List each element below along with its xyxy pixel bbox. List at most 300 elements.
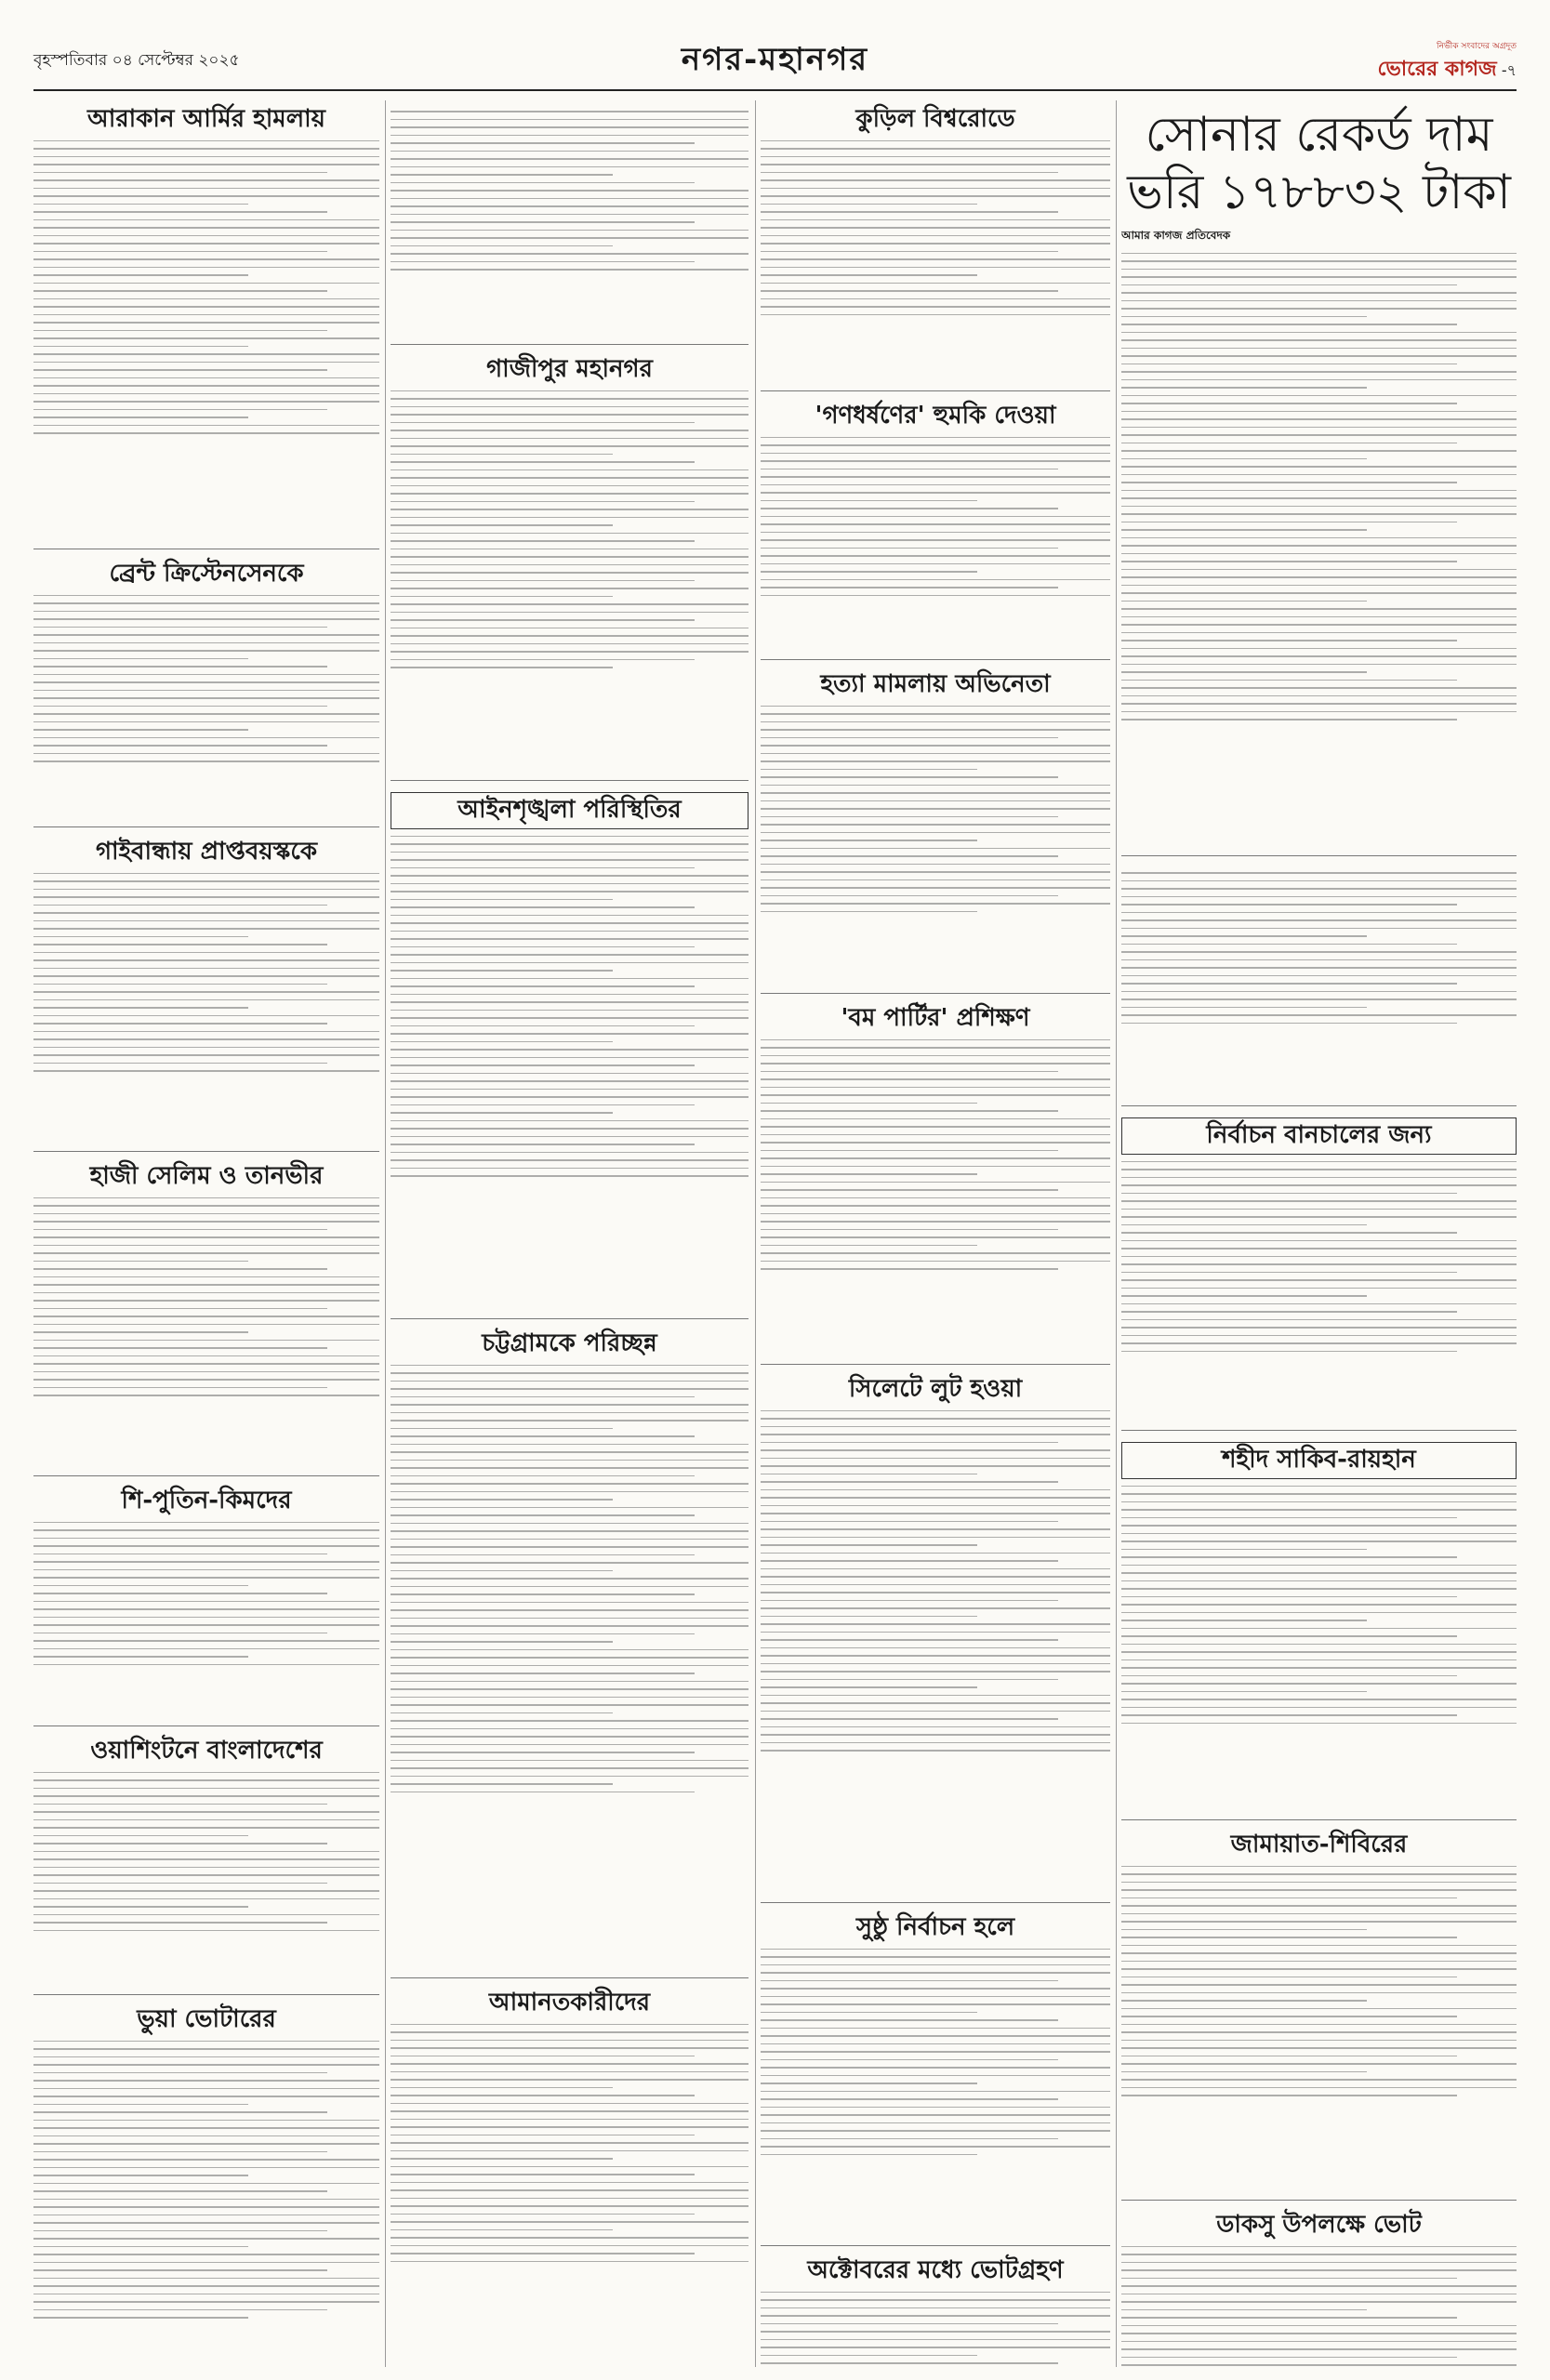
text-line xyxy=(33,2056,379,2058)
text-line xyxy=(1121,655,1517,657)
text-line xyxy=(33,1617,379,1619)
text-line xyxy=(761,1047,1110,1049)
text-line xyxy=(1121,1952,1517,1954)
text-line xyxy=(761,832,1110,834)
text-line xyxy=(1121,2309,1367,2311)
text-line xyxy=(391,245,613,247)
text-line xyxy=(391,867,695,869)
text-line xyxy=(1121,888,1517,890)
text-line xyxy=(391,2245,749,2247)
text-line xyxy=(761,1568,1110,1570)
text-line xyxy=(391,1744,749,1746)
text-line xyxy=(391,1104,695,1106)
text-line xyxy=(761,188,1110,190)
text-line xyxy=(391,1467,749,1469)
text-line xyxy=(33,235,379,237)
text-line xyxy=(391,1783,613,1785)
text-line xyxy=(33,713,379,715)
lead-headline: সোনার রেকর্ড দাম ভরি ১৭৮৮৩২ টাকা xyxy=(1127,107,1511,221)
text-line xyxy=(761,1655,1110,1657)
text-line xyxy=(761,1616,977,1618)
text-line xyxy=(33,164,379,165)
text-line xyxy=(761,1474,977,1475)
text-line xyxy=(1121,703,1517,705)
text-line xyxy=(1121,719,1457,721)
text-line xyxy=(33,2309,327,2311)
text-line xyxy=(391,142,695,144)
text-line xyxy=(33,1804,327,1805)
text-line xyxy=(391,461,695,463)
text-line xyxy=(33,2317,248,2319)
text-line xyxy=(391,970,613,972)
text-line xyxy=(391,588,749,589)
text-line xyxy=(1121,695,1517,697)
text-line xyxy=(1121,1644,1517,1646)
text-line xyxy=(391,2253,695,2254)
text-line xyxy=(1121,1342,1517,1344)
text-line xyxy=(391,891,749,892)
text-line xyxy=(33,1874,379,1876)
text-line xyxy=(1121,1288,1517,1289)
text-line xyxy=(391,1530,749,1532)
text-line xyxy=(1121,2071,1367,2073)
article-body xyxy=(761,2292,1110,2371)
text-line xyxy=(33,1236,379,1238)
text-line xyxy=(33,1633,327,1634)
text-line xyxy=(33,737,379,739)
article-headline: আরাকান আর্মির হামলায় xyxy=(87,105,325,133)
text-line xyxy=(761,887,1110,889)
text-line xyxy=(33,729,248,731)
text-line xyxy=(761,1142,1110,1144)
article-body xyxy=(761,1039,1110,1270)
text-line xyxy=(761,235,1110,237)
text-line xyxy=(391,1152,749,1154)
text-line xyxy=(391,1064,695,1066)
text-line xyxy=(391,612,749,614)
article-byline: আমার কাগজ প্রতিবেদক xyxy=(1121,228,1231,242)
text-line xyxy=(761,500,977,502)
text-line xyxy=(391,540,695,542)
text-line xyxy=(391,659,695,661)
text-line xyxy=(1121,912,1517,914)
text-line xyxy=(391,390,749,392)
text-line xyxy=(33,1529,379,1531)
brand-tagline: নির্ভীক সংবাদের অগ্রদূত xyxy=(1437,42,1517,51)
text-line xyxy=(391,205,749,207)
text-line xyxy=(1121,919,1517,921)
text-line xyxy=(1121,991,1517,993)
text-line xyxy=(33,2183,379,2185)
text-line xyxy=(1121,497,1517,499)
text-line xyxy=(761,745,1110,747)
text-line xyxy=(761,1078,1110,1080)
article-headline: ওয়াশিংটনে বাংলাদেশের xyxy=(90,1737,323,1765)
text-line xyxy=(33,1930,379,1932)
text-line xyxy=(761,1592,1110,1593)
text-line xyxy=(1121,506,1517,508)
text-line xyxy=(1121,2016,1457,2017)
text-line xyxy=(761,1521,1058,1523)
text-line xyxy=(1121,896,1517,898)
text-line xyxy=(761,879,1110,881)
text-line xyxy=(33,2088,379,2090)
text-line xyxy=(33,952,379,954)
text-line xyxy=(761,283,1110,284)
text-line xyxy=(1121,387,1367,389)
article-headline: গাইবান্ধায় প্রাপ্তবয়স্ককে xyxy=(95,838,318,866)
text-line xyxy=(761,2059,1058,2061)
text-line xyxy=(761,1449,1110,1451)
text-line xyxy=(1121,935,1367,937)
text-line xyxy=(761,1268,1058,1270)
text-line xyxy=(1121,1335,1517,1337)
article-headline: জামায়াত-শিবিরের xyxy=(1230,1831,1408,1858)
text-line xyxy=(761,1418,1110,1420)
text-line xyxy=(1121,2087,1517,2089)
text-line xyxy=(391,2221,749,2223)
text-line xyxy=(391,1128,749,1130)
text-line xyxy=(33,1772,379,1774)
text-line xyxy=(761,1996,1110,1998)
text-line xyxy=(761,1671,1110,1673)
text-line xyxy=(391,2150,749,2152)
text-line xyxy=(33,2120,379,2122)
text-line xyxy=(33,330,327,332)
text-line xyxy=(761,571,977,573)
text-line xyxy=(33,401,379,403)
text-line xyxy=(33,1561,379,1563)
text-line xyxy=(391,572,749,574)
text-line xyxy=(761,484,1110,486)
text-line xyxy=(33,1843,327,1844)
text-line xyxy=(1121,1580,1517,1582)
article-headline: ডাকসু উপলক্ষে ভোট xyxy=(1216,2211,1422,2239)
text-line xyxy=(1121,1501,1517,1503)
text-line xyxy=(391,628,749,629)
text-line xyxy=(761,895,1058,897)
article xyxy=(761,1909,1110,2246)
text-line xyxy=(33,2301,379,2303)
text-line xyxy=(391,1562,749,1564)
article-body xyxy=(1121,1486,1517,1725)
text-line xyxy=(761,1157,1110,1159)
text-line xyxy=(33,595,379,597)
text-line xyxy=(391,2071,749,2073)
text-line xyxy=(761,227,1110,229)
text-line xyxy=(761,2138,1058,2140)
text-line xyxy=(391,2214,695,2215)
text-line xyxy=(761,290,1058,292)
text-line xyxy=(33,690,379,692)
text-line xyxy=(391,1451,749,1453)
text-line xyxy=(761,1055,1110,1057)
article-body xyxy=(761,1949,1110,2156)
text-line xyxy=(761,1695,1110,1697)
text-line xyxy=(391,454,613,456)
text-line xyxy=(1121,1007,1367,1009)
text-line xyxy=(1121,1945,1517,1947)
text-line xyxy=(1121,1509,1517,1511)
text-line xyxy=(33,1316,379,1317)
text-line xyxy=(1121,2095,1457,2096)
text-line xyxy=(391,430,749,431)
article xyxy=(761,2252,1110,2371)
text-line xyxy=(761,476,1110,478)
text-line xyxy=(391,1554,695,1556)
text-line xyxy=(1121,537,1517,539)
text-line xyxy=(33,2151,327,2153)
text-line xyxy=(391,1688,749,1690)
text-line xyxy=(1121,1968,1517,1970)
article-body xyxy=(1121,2246,1517,2371)
text-line xyxy=(391,1144,695,1145)
text-line xyxy=(33,1545,379,1547)
text-line xyxy=(391,1080,749,1082)
article xyxy=(33,555,379,827)
text-line xyxy=(391,1444,749,1446)
text-line xyxy=(33,1656,248,1658)
text-line xyxy=(1121,967,1517,969)
section-title: নগর-মহানগর xyxy=(681,41,869,78)
text-line xyxy=(761,1126,1110,1128)
text-line xyxy=(761,274,977,276)
text-line xyxy=(33,179,379,181)
text-line xyxy=(33,1252,379,1254)
text-line xyxy=(761,2082,977,2084)
text-line xyxy=(391,1404,749,1406)
text-line xyxy=(761,453,1110,455)
text-line xyxy=(33,1395,379,1396)
text-line xyxy=(1121,1588,1517,1590)
text-line xyxy=(1121,2008,1517,2010)
text-line xyxy=(761,2067,1110,2069)
text-line xyxy=(33,1070,379,1072)
text-line xyxy=(33,2230,327,2232)
text-line xyxy=(1121,983,1457,985)
text-line xyxy=(1121,1628,1517,1630)
text-line xyxy=(761,2331,1110,2333)
text-line xyxy=(391,1586,749,1588)
article xyxy=(33,100,379,549)
text-line xyxy=(33,2294,379,2295)
text-line xyxy=(761,1426,1110,1428)
article xyxy=(391,1984,749,2367)
text-line xyxy=(391,398,749,400)
text-line xyxy=(391,1435,695,1437)
text-line xyxy=(761,140,1110,142)
text-line xyxy=(33,1819,379,1821)
text-line xyxy=(1121,664,1517,666)
text-line xyxy=(761,1245,977,1247)
text-line xyxy=(1121,608,1517,610)
article-headline: নির্বাচন বানচালের জন্য xyxy=(1121,1117,1517,1155)
text-line xyxy=(391,1618,749,1620)
text-line xyxy=(33,283,379,284)
text-line xyxy=(33,1331,248,1333)
article-body xyxy=(391,111,749,271)
text-line xyxy=(1121,427,1517,429)
text-line xyxy=(1121,284,1457,286)
text-line xyxy=(1121,1279,1517,1281)
text-line xyxy=(391,2182,749,2184)
text-line xyxy=(33,2143,379,2145)
text-line xyxy=(761,539,1110,541)
text-line xyxy=(761,2098,1058,2100)
text-line xyxy=(391,261,695,263)
text-line xyxy=(33,760,379,762)
text-line xyxy=(33,2159,379,2161)
text-line xyxy=(391,1673,695,1674)
column-4 xyxy=(1121,100,1517,2371)
text-line xyxy=(391,1578,749,1580)
article xyxy=(33,1732,379,1995)
text-line xyxy=(1121,292,1517,294)
text-line xyxy=(33,1292,379,1294)
text-line xyxy=(1121,1169,1517,1170)
text-line xyxy=(391,643,749,645)
text-line xyxy=(33,425,379,427)
text-line xyxy=(1121,1714,1457,1716)
text-line xyxy=(391,1539,749,1540)
text-line xyxy=(761,258,1110,260)
text-line xyxy=(1121,1635,1457,1637)
text-line xyxy=(761,1434,1110,1435)
text-line xyxy=(761,1252,1110,1254)
text-line xyxy=(33,618,379,620)
text-line xyxy=(391,836,749,838)
text-line xyxy=(391,2031,749,2033)
text-line xyxy=(761,713,1110,715)
text-line xyxy=(33,148,379,150)
text-line xyxy=(1121,1889,1517,1891)
text-line xyxy=(391,2087,613,2089)
text-line xyxy=(761,1039,1110,1041)
text-line xyxy=(33,2254,379,2255)
text-line xyxy=(1121,1707,1517,1709)
article-body xyxy=(1121,1866,1517,2096)
article-headline: অক্টোবরের মধ্যে ভোটগ্রহণ xyxy=(807,2256,1064,2284)
text-line xyxy=(391,915,749,917)
text-line xyxy=(761,516,1110,518)
text-line xyxy=(761,1663,1110,1665)
text-line xyxy=(761,2122,1110,2124)
text-line xyxy=(1121,1517,1457,1519)
text-line xyxy=(1121,1248,1517,1250)
text-line xyxy=(391,1388,749,1390)
text-line xyxy=(761,1497,1110,1499)
text-line xyxy=(33,1213,379,1215)
text-line xyxy=(33,2041,379,2043)
text-line xyxy=(33,1795,379,1797)
text-line xyxy=(1121,1193,1457,1195)
text-line xyxy=(761,2107,1110,2109)
article-body xyxy=(761,437,1110,597)
text-line xyxy=(33,936,248,938)
article-body xyxy=(391,836,749,1177)
text-line xyxy=(33,290,327,292)
text-line xyxy=(761,148,1110,150)
text-line xyxy=(1121,1540,1517,1542)
text-line xyxy=(761,1197,1110,1199)
text-line xyxy=(761,855,1058,857)
page-header xyxy=(33,32,1517,91)
text-line xyxy=(391,2079,749,2081)
text-line xyxy=(391,2198,749,2200)
text-line xyxy=(33,2206,379,2208)
text-line xyxy=(391,2174,695,2175)
text-line xyxy=(391,1602,749,1604)
text-line xyxy=(1121,458,1367,460)
text-line xyxy=(1121,1549,1367,1551)
text-line xyxy=(761,251,1058,253)
text-line xyxy=(1121,1992,1517,1994)
text-line xyxy=(761,219,1110,221)
text-line xyxy=(391,477,749,479)
text-line xyxy=(33,896,379,898)
text-line xyxy=(391,1760,749,1762)
text-line xyxy=(761,204,977,205)
brand-block xyxy=(1377,39,1517,87)
text-line xyxy=(1121,529,1367,531)
text-line xyxy=(391,1073,749,1075)
article-body xyxy=(1121,253,1517,721)
text-line xyxy=(761,1150,1058,1152)
text-line xyxy=(391,978,749,980)
text-line xyxy=(391,1010,749,1012)
text-line xyxy=(33,2080,379,2082)
text-line xyxy=(391,603,749,605)
text-line xyxy=(1121,959,1517,961)
text-line xyxy=(1121,1209,1517,1210)
lead-article xyxy=(1121,100,1517,856)
text-line xyxy=(33,1640,379,1642)
text-line xyxy=(391,994,749,996)
text-line xyxy=(391,2205,749,2207)
column-3 xyxy=(761,100,1110,2371)
text-line xyxy=(391,406,749,408)
text-line xyxy=(761,1964,1110,1966)
text-line xyxy=(761,1734,1110,1736)
text-line xyxy=(33,2064,379,2066)
text-line xyxy=(33,2127,379,2129)
text-line xyxy=(761,164,1110,165)
text-line xyxy=(33,1300,379,1302)
text-line xyxy=(391,166,749,168)
text-line xyxy=(391,1096,749,1098)
text-line xyxy=(761,1750,1110,1752)
text-line xyxy=(33,219,379,221)
text-line xyxy=(33,362,379,364)
text-line xyxy=(391,485,749,487)
text-line xyxy=(391,1736,749,1738)
text-line xyxy=(761,298,1110,300)
article-headline: ব্রেন্ট ক্রিস্টেনসেনকে xyxy=(109,560,304,588)
text-line xyxy=(1121,2056,1457,2057)
text-line xyxy=(391,1017,749,1019)
text-line xyxy=(761,1110,1058,1112)
text-line xyxy=(33,1031,379,1033)
text-line xyxy=(1121,379,1517,381)
text-line xyxy=(761,172,1058,174)
text-line xyxy=(391,2158,613,2160)
text-line xyxy=(33,1038,379,1040)
text-line xyxy=(33,1284,379,1286)
text-line xyxy=(33,1585,248,1587)
article-body xyxy=(1121,1161,1517,1353)
text-line xyxy=(761,1103,977,1104)
text-line xyxy=(1121,2246,1517,2248)
